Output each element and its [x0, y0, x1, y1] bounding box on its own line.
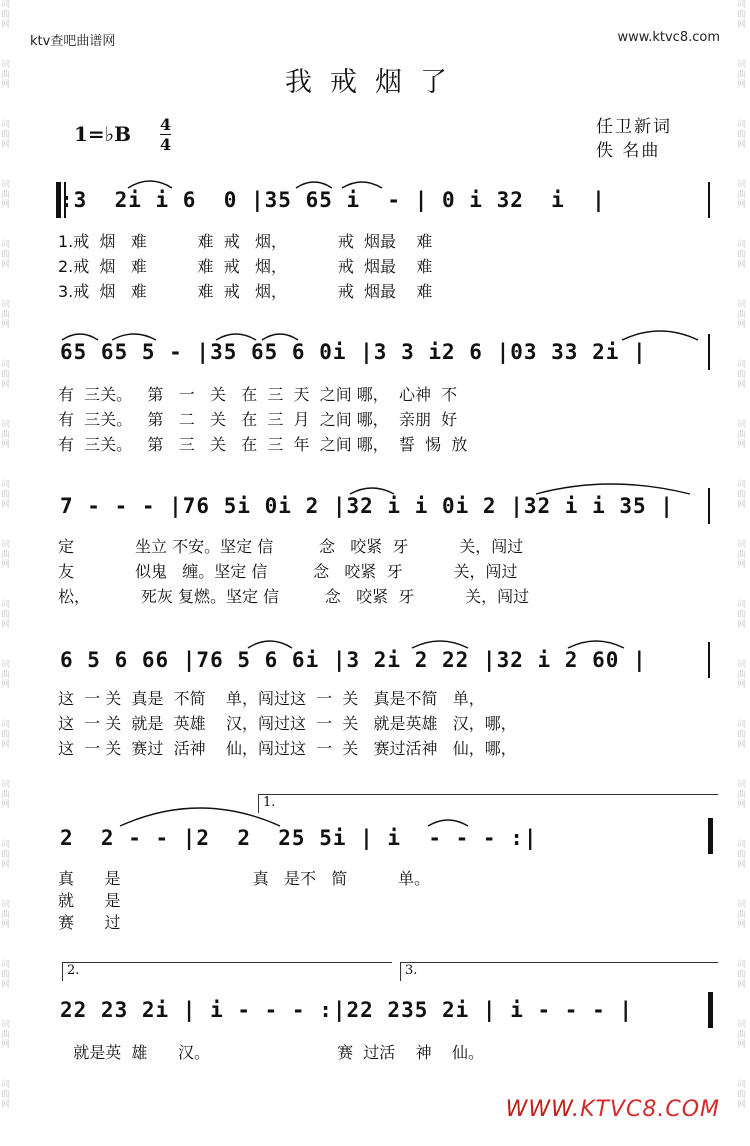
lyrics-6: 就是英 雄 汉。 赛 过活 神 仙。	[58, 1043, 484, 1062]
slur	[120, 808, 280, 826]
watermark-glyph: 词 曲 网	[737, 0, 747, 30]
slur	[128, 181, 172, 188]
lyrics-5-verse-3: 赛 过	[58, 913, 121, 932]
lyrics-3-verse-2: 友 似鬼 缠。坚定 信 念 咬紧 牙 关，闯过	[58, 562, 518, 581]
lyrics-5-verse-1: 真 是 真 是不 简 单。	[58, 869, 431, 888]
lyricist-credit: 任卫新词	[596, 117, 672, 137]
lyrics-5-verse-2: 就 是	[58, 891, 121, 910]
slur	[568, 641, 624, 648]
watermark-glyph: 词 曲 网	[1, 120, 11, 150]
watermark-glyph: 词 曲 网	[737, 720, 747, 750]
time-top: 4	[160, 115, 172, 134]
slur	[296, 182, 332, 188]
watermark-glyph: 词 曲 网	[737, 1080, 747, 1110]
watermark-glyph: 词 曲 网	[1, 240, 11, 270]
watermark-glyph: 词 曲 网	[737, 120, 747, 150]
notes-line-5: 2 2 - - |2 2 25 5i | i - - - :|	[60, 826, 538, 850]
volta-3: 3.	[400, 962, 718, 981]
time-bottom: 4	[160, 135, 172, 154]
footer-domain: KTVC8.COM	[580, 1097, 720, 1122]
lyrics-2-verse-2: 有 三关。 第 二 关 在 三 月 之间 哪， 亲朋 好	[58, 410, 458, 429]
notes-line-2: 65 65 5 - |35 65 6 0i |3 3 i2 6 |03 33 2i |	[60, 340, 647, 364]
notes-line-3: 7 - - - |76 5i 0i 2 |32 i i 0i 2 |32 i i 35 |	[60, 494, 674, 518]
watermark-glyph: 词 曲 网	[737, 480, 747, 510]
watermark-glyph: 词 曲 网	[737, 60, 747, 90]
watermark-glyph: 词 曲 网	[1, 480, 11, 510]
watermark-glyph: 词 曲 网	[737, 420, 747, 450]
lyrics-3-verse-1: 定 坐立 不安。坚定 信 念 咬紧 牙 关，闯过	[58, 537, 524, 556]
lyrics-1-verse-1: 1.戒 烟 难 难 戒 烟， 戒 烟最 难	[58, 232, 433, 251]
watermark-glyph: 词 曲 网	[1, 720, 11, 750]
slur	[350, 488, 394, 494]
watermark-glyph: 词 曲 网	[1, 360, 11, 390]
watermark-glyph: 词 曲 网	[737, 1020, 747, 1050]
volta-1: 1.	[258, 794, 718, 813]
watermark-glyph: 词 曲 网	[1, 420, 11, 450]
watermark-glyph: 词 曲 网	[737, 780, 747, 810]
watermark-glyph: 词 曲 网	[1, 840, 11, 870]
watermark-glyph: 词 曲 网	[1, 1080, 11, 1110]
lyrics-2-verse-3: 有 三关。 第 三 关 在 三 年 之间 哪， 誓 惕 放	[58, 435, 468, 454]
slur	[622, 331, 698, 340]
watermark-glyph: 词 曲 网	[1, 1020, 11, 1050]
footer-www: WWW.	[505, 1097, 581, 1122]
watermark-glyph: 词 曲 网	[1, 600, 11, 630]
lyrics-3-verse-3: 松， 死灰 复燃。坚定 信 念 咬紧 牙 关，闯过	[58, 587, 530, 606]
site-name-left: ktv查吧曲谱网	[30, 34, 116, 49]
composer-credit: 佚 名曲	[596, 141, 661, 161]
watermark-glyph: 词 曲 网	[1, 0, 11, 30]
watermark-glyph: 词 曲 网	[1, 780, 11, 810]
lyrics-4-verse-1: 这 一 关 真是 不简 单，闯过这 一 关 真是不简 单，	[58, 689, 485, 708]
notes-line-1: :3 2i i 6 0 |35 65 i - | 0 i 32 i |	[60, 188, 606, 212]
key-signature: 1=♭B	[74, 122, 132, 146]
slur	[428, 820, 468, 826]
lyrics-2-verse-1: 有 三关。 第 一 关 在 三 天 之间 哪， 心神 不	[58, 385, 458, 404]
lyrics-4-verse-3: 这 一 关 赛过 活神 仙，闯过这 一 关 赛过活神 仙，哪，	[58, 739, 517, 758]
lyrics-1-verse-2: 2.戒 烟 难 难 戒 烟， 戒 烟最 难	[58, 257, 433, 276]
watermark-glyph: 词 曲 网	[737, 840, 747, 870]
watermark-glyph: 词 曲 网	[737, 240, 747, 270]
watermark-glyph: 词 曲 网	[1, 960, 11, 990]
slur	[248, 641, 292, 648]
site-url-right: www.ktvc8.com	[617, 30, 720, 45]
notes-line-6: 22 23 2i | i - - - :|22 235 2i | i - - - |	[60, 998, 634, 1022]
slur	[62, 334, 98, 340]
watermark-glyph: 词 曲 网	[1, 660, 11, 690]
slur	[112, 334, 156, 340]
volta-2: 2.	[62, 962, 392, 981]
watermark-glyph: 词 曲 网	[1, 900, 11, 930]
watermark-glyph: 词 曲 网	[737, 600, 747, 630]
song-title: 我戒烟了	[285, 67, 465, 98]
watermark-glyph: 词 曲 网	[1, 180, 11, 210]
slur	[536, 484, 690, 494]
watermark-glyph: 词 曲 网	[737, 900, 747, 930]
slur	[342, 182, 382, 188]
lyrics-1-verse-3: 3.戒 烟 难 难 戒 烟， 戒 烟最 难	[58, 282, 433, 301]
watermark-glyph: 词 曲 网	[1, 300, 11, 330]
notes-line-4: 6 5 6 66 |76 5 6 6i |3 2i 2 22 |32 i 2 60 |	[60, 648, 647, 672]
watermark-glyph: 词 曲 网	[737, 660, 747, 690]
watermark-glyph: 词 曲 网	[737, 540, 747, 570]
lyrics-4-verse-2: 这 一 关 就是 英雄 汉，闯过这 一 关 就是英雄 汉，哪，	[58, 714, 517, 733]
watermark-glyph: 词 曲 网	[737, 300, 747, 330]
watermark-glyph: 词 曲 网	[737, 960, 747, 990]
slur	[262, 334, 298, 340]
watermark-glyph: 词 曲 网	[737, 360, 747, 390]
slur	[216, 334, 256, 340]
footer-site-logo	[506, 1097, 720, 1122]
watermark-glyph: 词 曲 网	[737, 180, 747, 210]
slur	[412, 641, 468, 648]
watermark-glyph: 词 曲 网	[1, 540, 11, 570]
watermark-glyph: 词 曲 网	[1, 60, 11, 90]
